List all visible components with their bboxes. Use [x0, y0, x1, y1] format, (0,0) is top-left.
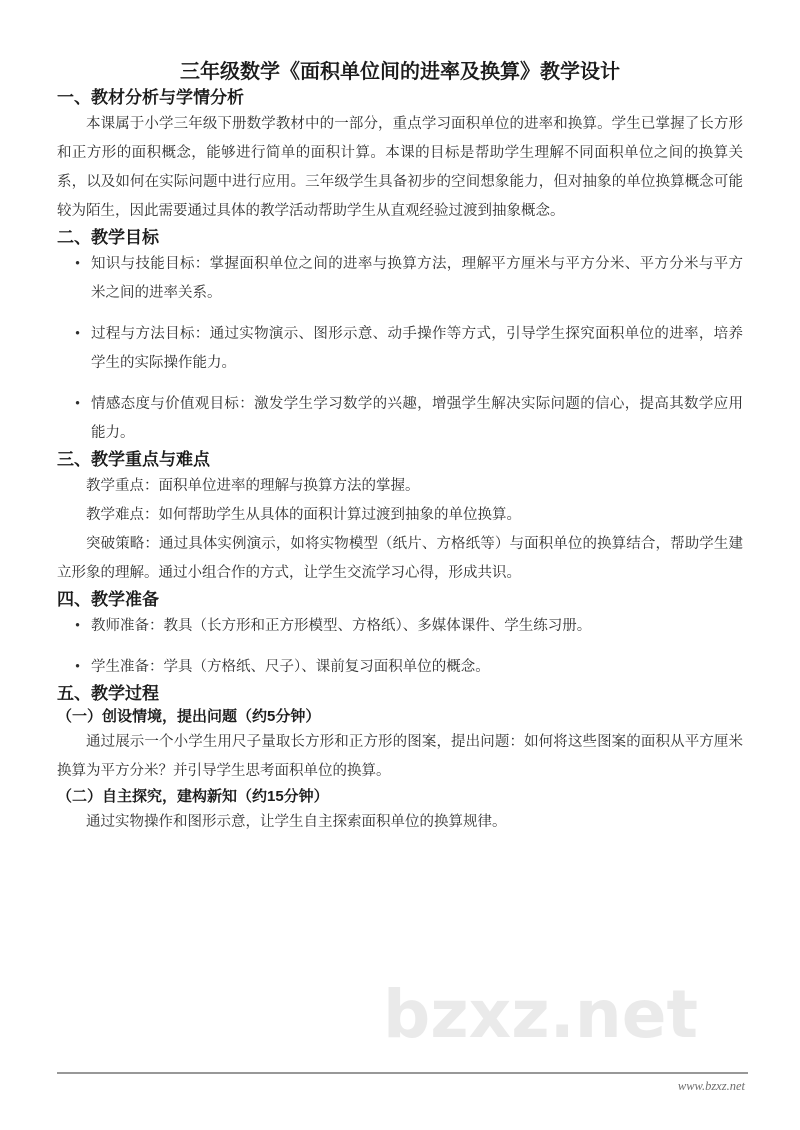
bullet-item-knowledge-skill-goal: • 知识与技能目标：掌握面积单位之间的进率与换算方法，理解平方厘米与平方分米、平方分米与平方米之间的进率关系。 [75, 250, 743, 308]
bullet-item-student-preparation: • 学生准备：学具（方格纸、尺子）、课前复习面积单位的概念。 [75, 653, 743, 682]
teaching-preparation-list [57, 612, 743, 682]
paragraph-breakthrough-strategy: 突破策略：通过具体实例演示，如将实物模型（纸片、方格纸等）与面积单位的换算结合，帮助学生建立形象的理解。通过小组合作的方式，让学生交流学习心得，形成共识。 [57, 536, 743, 581]
document-title: 三年级数学《面积单位间的进率及换算》教学设计 [180, 61, 620, 83]
section-material-analysis [57, 86, 743, 226]
paragraph-teaching-difficulty: 教学难点：如何帮助学生从具体的面积计算过渡到抽象的单位换算。 [86, 507, 521, 523]
footer-divider [57, 1072, 748, 1074]
bullet-item-process-method-goal: • 过程与方法目标：通过实物演示、图形示意、动手操作等方式，引导学生探究面积单位的进率，培养学生的实际操作能力。 [75, 320, 743, 378]
paragraph-material-analysis: 本课属于小学三年级下册数学教材中的一部分，重点学习面积单位的进率和换算。学生已掌握了长方形和正方形的面积概念，能够进行简单的面积计算。本课的目标是帮助学生理解不同面积单位之间的换算关系，以及如何在实际问题中进行应用。三年级学生具备初步的空间想象能力，但对抽象的单位换算概念可能较为陌生，因此需要通过具体的教学活动帮助学生从直观经验过渡到抽象概念。 [57, 116, 743, 219]
teaching-goals-list [57, 250, 743, 448]
section-teaching-preparation [57, 588, 743, 682]
bullet-item-teacher-preparation: • 教师准备：教具（长方形和正方形模型、方格纸）、多媒体课件、学生练习册。 [75, 612, 743, 641]
subsection-heading-independent-exploration: （二）自主探究，建构新知（约15分钟） [57, 788, 329, 805]
section-teaching-goals [57, 226, 743, 448]
section-heading-teaching-process: 五、教学过程 [57, 684, 159, 703]
section-key-difficult-points [57, 448, 743, 588]
paragraph-independent-exploration: 通过实物操作和图形示意，让学生自主探索面积单位的换算规律。 [86, 814, 507, 830]
subsection-heading-create-situation: （一）创设情境，提出问题（约5分钟） [57, 708, 321, 725]
subsection-create-situation [57, 706, 743, 786]
section-heading-teaching-goals: 二、教学目标 [57, 228, 159, 247]
section-heading-material-analysis: 一、教材分析与学情分析 [57, 88, 244, 107]
subsection-independent-exploration [57, 786, 743, 837]
section-heading-key-difficult-points: 三、教学重点与难点 [57, 450, 210, 469]
section-heading-teaching-preparation: 四、教学准备 [57, 590, 159, 609]
paragraph-teaching-key-point: 教学重点：面积单位进率的理解与换算方法的掌握。 [86, 478, 420, 494]
watermark-text: bzxz.net [383, 976, 699, 1053]
bullet-item-emotion-value-goal: • 情感态度与价值观目标：激发学生学习数学的兴趣，增强学生解决实际问题的信心，提高其数学应用能力。 [75, 390, 743, 448]
section-teaching-process [57, 682, 743, 837]
paragraph-create-situation: 通过展示一个小学生用尺子量取长方形和正方形的图案，提出问题：如何将这些图案的面积从平方厘米换算为平方分米？并引导学生思考面积单位的换算。 [57, 734, 743, 779]
footer-site-text: www.bzxz.net [677, 1079, 745, 1093]
